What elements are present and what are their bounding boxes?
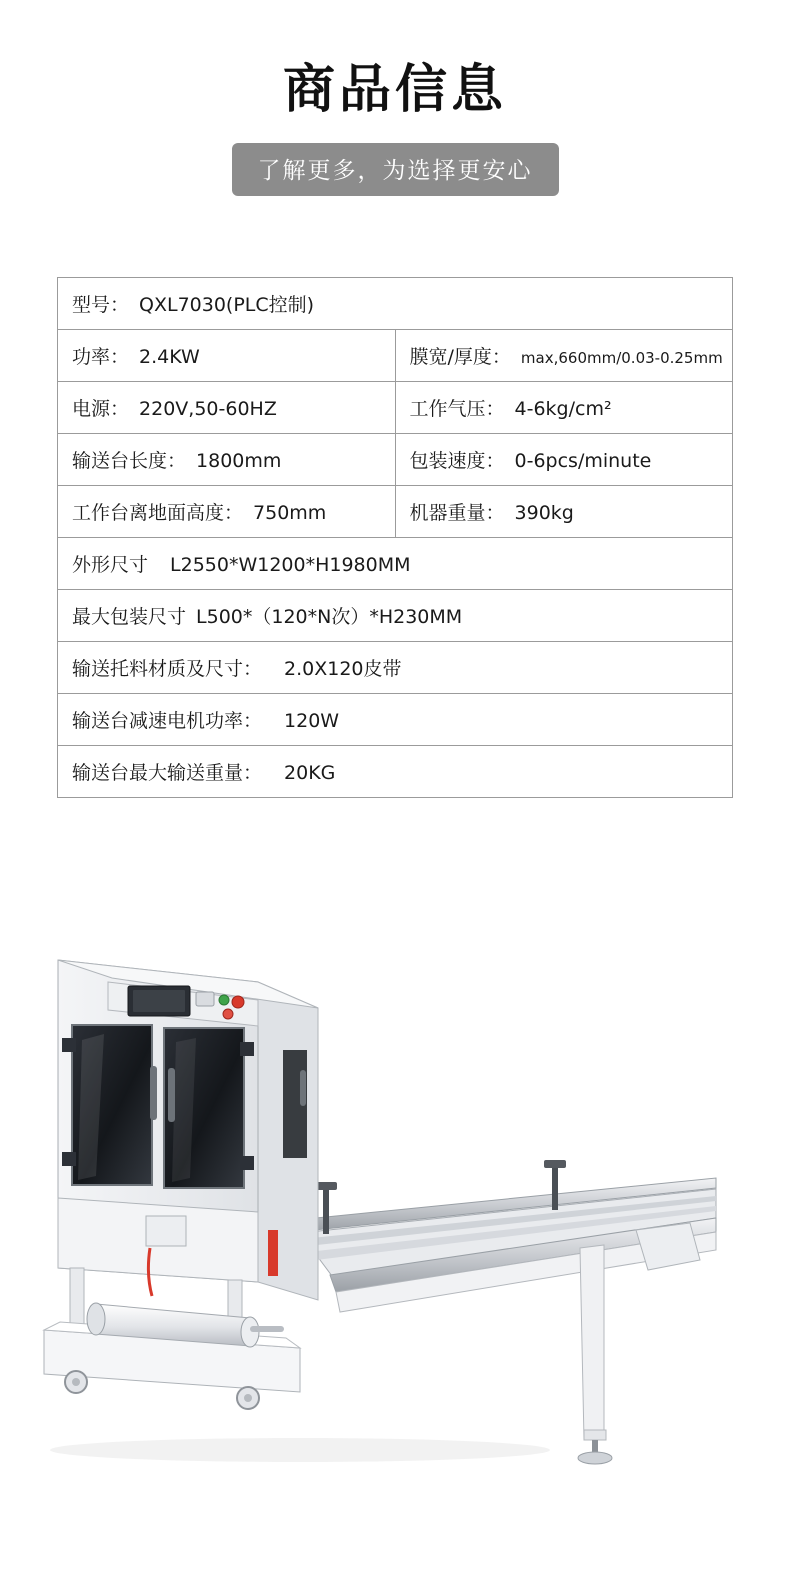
spec-label: 输送台长度：	[72, 450, 187, 472]
spec-value: 20KG	[284, 762, 336, 784]
page-title: 商品信息	[282, 60, 507, 120]
table-row	[58, 278, 733, 330]
caster-hub	[72, 1378, 80, 1386]
door-hinge	[240, 1042, 254, 1056]
spec-value: 2.4KW	[139, 346, 200, 368]
spec-cell-max-load	[58, 746, 733, 798]
spec-cell-machine-weight	[395, 486, 733, 538]
spec-value: 0-6pcs/minute	[514, 450, 652, 472]
spec-cell-model	[58, 278, 733, 330]
spec-value: L2550*W1200*H1980MM	[170, 554, 411, 576]
spec-value: 750mm	[253, 502, 327, 524]
spec-value: 120W	[284, 710, 340, 732]
conveyor-guide-clamp	[544, 1160, 566, 1168]
conveyor-foot-pad	[578, 1452, 612, 1464]
film-roll-shaft	[250, 1326, 284, 1332]
cabinet-access-hatch[interactable]	[146, 1216, 186, 1246]
door-handle-right[interactable]	[168, 1068, 175, 1122]
spec-value: QXL7030(PLC控制)	[139, 294, 315, 316]
spec-label: 外形尺寸	[72, 554, 149, 576]
emergency-button[interactable]	[223, 1009, 233, 1019]
spec-value: L500*（120*N次）*H230MM	[196, 606, 463, 628]
spec-label: 功率：	[72, 346, 130, 368]
spec-label: 输送台减速电机功率：	[72, 710, 263, 732]
hmi-screen-glass	[133, 990, 185, 1012]
table-row	[58, 434, 733, 486]
spec-cell-table-height	[58, 486, 396, 538]
spec-cell-dimensions	[58, 538, 733, 590]
red-handle-lever[interactable]	[268, 1230, 278, 1276]
stop-button-red[interactable]	[232, 996, 244, 1008]
spec-label: 工作台离地面高度：	[72, 502, 244, 524]
spec-label: 最大包装尺寸	[72, 606, 187, 628]
spec-value: 2.0X120皮带	[284, 658, 402, 680]
spec-label: 输送托料材质及尺寸：	[72, 658, 263, 680]
spec-label: 输送台最大输送重量：	[72, 762, 263, 784]
spec-label: 型号：	[72, 294, 130, 316]
table-row	[58, 382, 733, 434]
spec-cell-conveyor-length	[58, 434, 396, 486]
table-row	[58, 642, 733, 694]
start-button-green[interactable]	[219, 995, 229, 1005]
conveyor-leg	[580, 1245, 604, 1440]
door-hinge	[62, 1038, 76, 1052]
conveyor-guide-post	[323, 1188, 329, 1234]
machine-illustration	[0, 930, 790, 1570]
spec-cell-packing-speed	[395, 434, 733, 486]
spec-cell-air-pressure	[395, 382, 733, 434]
ground-shadow	[50, 1438, 550, 1462]
door-hinge	[62, 1152, 76, 1166]
spec-value: 1800mm	[196, 450, 282, 472]
spec-value: 390kg	[514, 502, 574, 524]
subtitle-banner-wrap	[0, 143, 790, 196]
control-switch[interactable]	[196, 992, 214, 1006]
spec-cell-belt-material	[58, 642, 733, 694]
spec-cell-film-width	[395, 330, 733, 382]
table-row	[58, 694, 733, 746]
conveyor-guide-post	[552, 1166, 558, 1210]
door-hinge	[240, 1156, 254, 1170]
spec-label: 膜宽/厚度：	[409, 346, 511, 368]
table-row	[58, 330, 733, 382]
spec-value: 220V,50-60HZ	[139, 398, 277, 420]
spec-label: 机器重量：	[409, 502, 505, 524]
spec-label: 包装速度：	[409, 450, 505, 472]
spec-value: 4-6kg/cm²	[514, 398, 612, 420]
table-row	[58, 538, 733, 590]
table-row	[58, 486, 733, 538]
table-row	[58, 746, 733, 798]
spec-value: max,660mm/0.03-0.25mm	[520, 349, 723, 367]
spec-cell-max-pack-size	[58, 590, 733, 642]
spec-label: 工作气压：	[409, 398, 505, 420]
film-roll-end-cap	[87, 1303, 105, 1335]
specification-table	[57, 277, 733, 798]
table-row	[58, 590, 733, 642]
conveyor-end-cover	[636, 1223, 700, 1270]
product-photo	[0, 930, 790, 1570]
spec-cell-power	[58, 330, 396, 382]
spec-cell-voltage	[58, 382, 396, 434]
spec-label: 电源：	[72, 398, 130, 420]
spec-cell-motor-power	[58, 694, 733, 746]
subtitle-banner: 了解更多，为选择更安心	[232, 143, 559, 196]
door-handle-left[interactable]	[150, 1066, 157, 1120]
door-handle-side[interactable]	[300, 1070, 306, 1106]
caster-hub	[244, 1394, 252, 1402]
conveyor-foot-plate	[584, 1430, 606, 1440]
